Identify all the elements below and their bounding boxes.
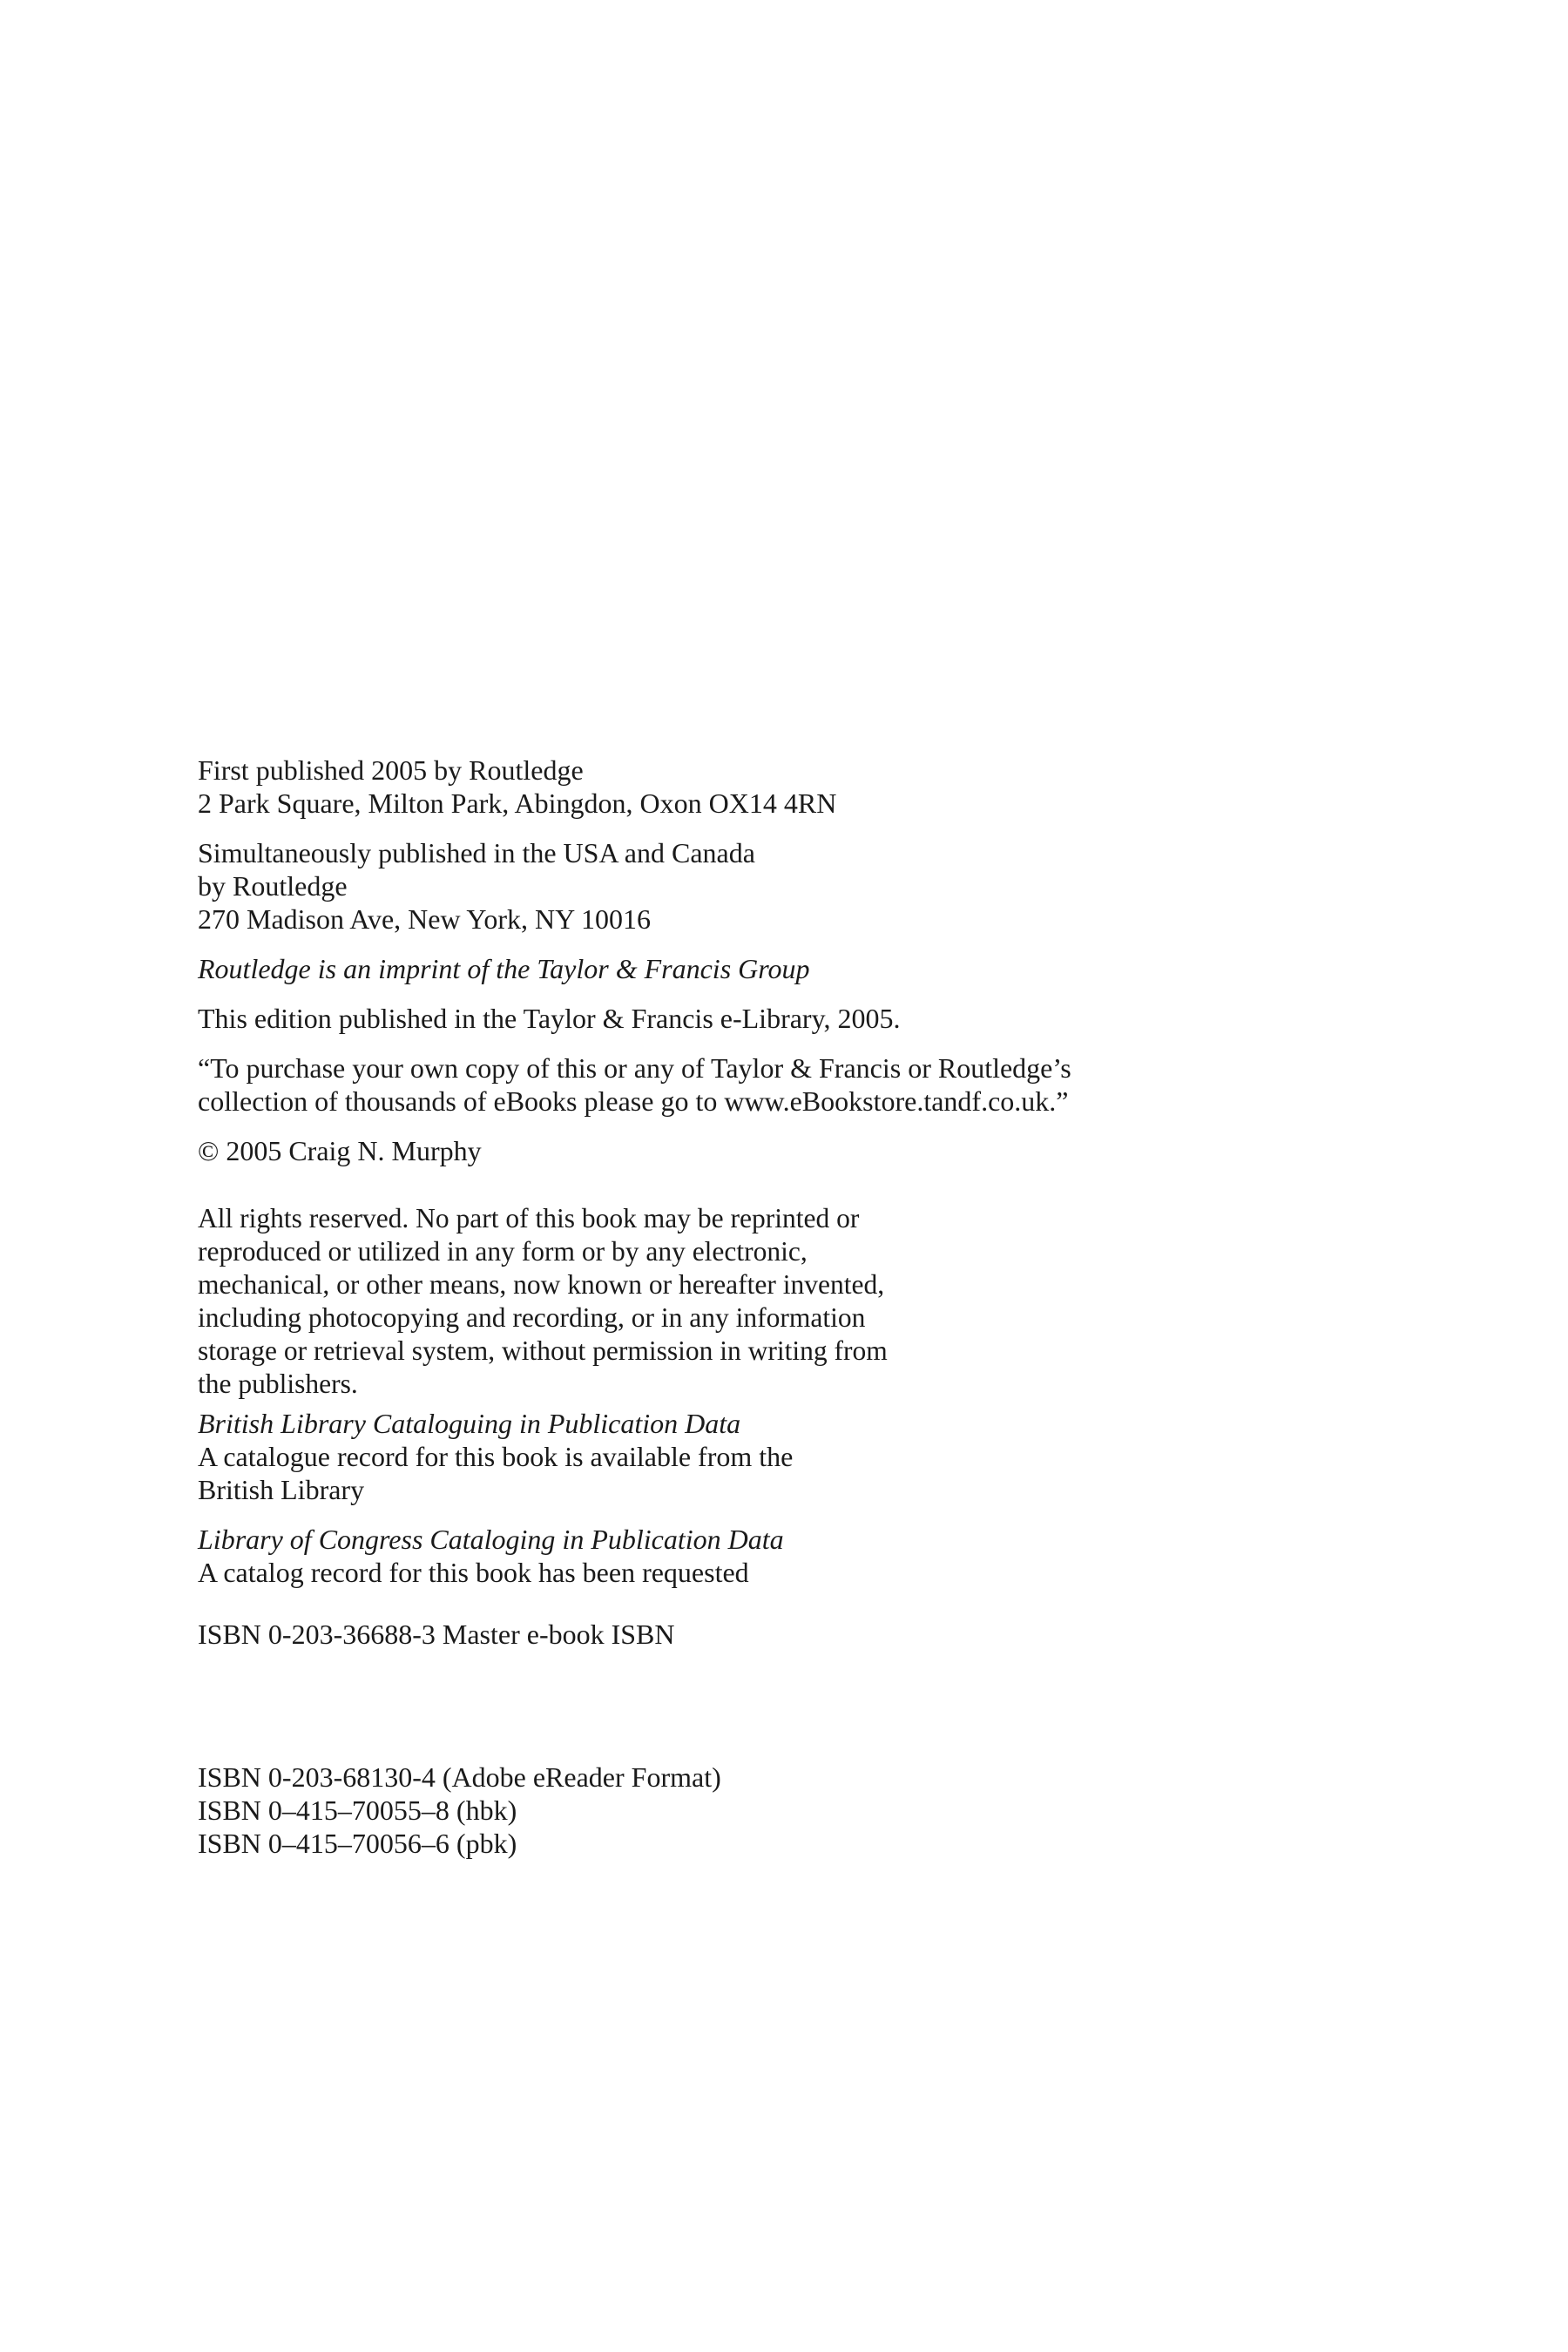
purchase-line: collection of thousands of eBooks please go to www.eBookstore.tandf.co.uk.” xyxy=(198,1085,1069,1117)
isbn-line: ISBN 0–415–70056–6 (pbk) xyxy=(198,1828,517,1859)
british-library-line: British Library xyxy=(198,1474,365,1505)
isbn-line: ISBN 0–415–70055–8 (hbk) xyxy=(198,1794,517,1826)
rights-notice xyxy=(198,1202,1243,1401)
purchase-notice xyxy=(198,1051,1243,1118)
rights-line: including photocopying and recording, or in any information xyxy=(198,1302,866,1333)
publisher-line: First published 2005 by Routledge xyxy=(198,754,584,786)
usa-line: 270 Madison Ave, New York, NY 10016 xyxy=(198,903,651,935)
usa-publisher-block xyxy=(198,836,1243,936)
isbn-line: ISBN 0-203-68130-4 (Adobe eReader Format) xyxy=(198,1761,721,1793)
edition-line: This edition published in the Taylor & Francis e-Library, 2005. xyxy=(198,1003,901,1034)
rights-line: reproduced or utilized in any form or by any electronic, xyxy=(198,1236,808,1267)
rights-line: All rights reserved. No part of this book may be reprinted or xyxy=(198,1203,860,1233)
purchase-line: “To purchase your own copy of this or any of Taylor & Francis or Routledge’s xyxy=(198,1052,1071,1084)
rights-line: mechanical, or other means, now known or hereafter invented, xyxy=(198,1269,885,1300)
rights-line: the publishers. xyxy=(198,1369,358,1399)
isbn-list-block xyxy=(198,1761,1243,1860)
isbn-master-line: ISBN 0-203-36688-3 Master e-book ISBN xyxy=(198,1619,675,1650)
isbn-master-block xyxy=(198,1618,1243,1651)
copyright-line: © 2005 Craig N. Murphy xyxy=(198,1135,482,1166)
library-of-congress-block xyxy=(198,1523,1243,1589)
copyright-block xyxy=(198,1134,1243,1167)
edition-block xyxy=(198,1002,1243,1035)
publisher-block xyxy=(198,754,1243,820)
british-library-heading: British Library Cataloguing in Publication Data xyxy=(198,1408,741,1439)
imprint-group-line: Routledge is an imprint of the Taylor & Francis Group xyxy=(198,953,810,984)
usa-line: Simultaneously published in the USA and Canada xyxy=(198,837,755,868)
british-library-line: A catalogue record for this book is available from the xyxy=(198,1441,794,1472)
british-library-block xyxy=(198,1407,1243,1506)
library-of-congress-line: A catalog record for this book has been requested xyxy=(198,1557,749,1588)
rights-line: storage or retrieval system, without permission in writing from xyxy=(198,1335,888,1366)
library-of-congress-heading: Library of Congress Cataloging in Publication Data xyxy=(198,1524,784,1555)
usa-line: by Routledge xyxy=(198,870,348,902)
imprint-group-block xyxy=(198,952,1243,985)
publisher-address-line: 2 Park Square, Milton Park, Abingdon, Oxon OX14 4RN xyxy=(198,787,837,819)
